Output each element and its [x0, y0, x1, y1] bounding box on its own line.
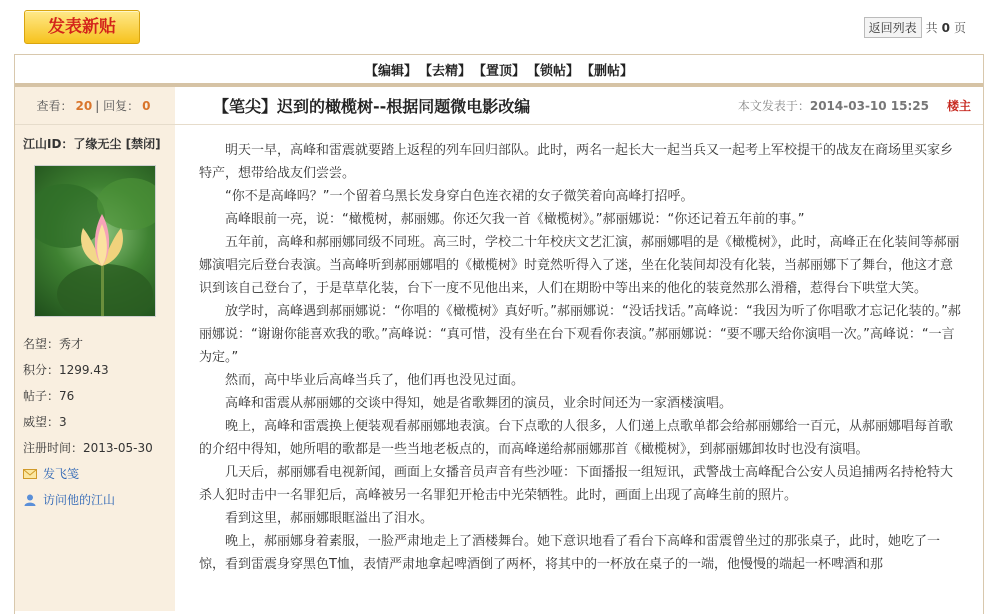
lock-action[interactable]: 【锁帖】 [527, 63, 580, 79]
user-icon [23, 494, 37, 506]
pin-action[interactable]: 【置顶】 [472, 63, 525, 79]
paragraph: 晚上，高峰和雷震换上便装观看郝丽娜地表演。台下点歌的人很多，人们递上点歌单都会给郝丽娜给一百元，从郝丽娜唱每首歌的介绍中得知，她所唱的歌都是一些当地老板点的，而高峰递给郝丽娜那首《橄榄树》，到郝丽娜卸妆时也没有演唱。 [199, 419, 954, 457]
author-rank: 名望：秀才 [23, 337, 84, 351]
post-time [738, 97, 929, 114]
new-post-button[interactable]: 发表新贴 [24, 10, 140, 44]
paragraph: 五年前，高峰和郝丽娜同级不同班。高三时，学校二十年校庆文艺汇演，郝丽娜唱的是《橄榄树》，此时，高峰正在化装间等郝丽娜演唱完后登台表演。当高峰听到郝丽娜唱的《橄榄树》时竟然听得入了迷，坐在化装间却没有化装，当郝丽娜下了舞台，他这才意识到该自己登台了，于是草草化装，台下一度不见他出来，人们在期盼中等出来的他化的装竟然那么滑稽，惹得台下哄堂大笑。 [199, 235, 960, 296]
post-meta-row [15, 87, 983, 125]
unfeature-action[interactable]: 【去精】 [418, 63, 471, 79]
paragraph: “你不是高峰吗？”一个留着乌黑长发身穿白色连衣裙的女子微笑着向高峰打招呼。 [225, 189, 694, 204]
paragraph: 明天一早，高峰和雷震就要踏上返程的列车回归部队。此时，两名一起长大一起当兵又一起考上军校提干的战友在商场里买家乡特产，想带给战友们尝尝。 [199, 143, 954, 181]
paragraph: 然而，高中毕业后高峰当兵了，他们再也没见过面。 [225, 373, 525, 388]
views-count: 20 [75, 98, 93, 113]
author-role-badge: 楼主 [946, 99, 971, 113]
paragraph: 几天后，郝丽娜看电视新闻，画面上女播音员声音有些沙哑：下面播报一组短讯，武警战士高峰配合公安人员追捕两名持枪特大杀人犯时击中一名罪犯后，高峰被另一名罪犯开枪击中光荣牺牲。此时，画面上出现了高峰生前的照片。 [199, 465, 954, 503]
lotus-image [35, 166, 156, 317]
stats-separator: | [95, 98, 100, 113]
post-content [175, 125, 983, 611]
thread-frame [14, 54, 984, 614]
avatar[interactable] [34, 165, 156, 317]
paragraph: 高峰眼前一亮，说：“橄榄树，郝丽娜。你还欠我一首《橄榄树》。”郝丽娜说：“你还记着五年前的事。” [225, 212, 805, 227]
visit-space-link[interactable] [23, 487, 167, 513]
mail-icon [23, 468, 37, 480]
moderation-actions [15, 55, 983, 87]
author-prestige: 威望：3 [23, 415, 67, 429]
paragraph: 看到这里，郝丽娜眼眶溢出了泪水。 [225, 511, 434, 526]
back-to-list-button[interactable]: 返回列表 [864, 17, 922, 38]
post-body-row [15, 125, 983, 611]
post-stats [15, 87, 175, 124]
pager [864, 17, 966, 38]
send-message-link[interactable] [23, 461, 167, 487]
page-count: 0 [941, 20, 950, 35]
author-info [23, 331, 167, 513]
author-sidebar [15, 125, 175, 611]
post-time-value: 2014-03-10 15:25 [809, 99, 929, 113]
replies-count: 0 [142, 98, 151, 113]
author-id[interactable]: 江山ID：了缘无尘 [禁闭] [23, 137, 161, 151]
paragraph: 放学时，高峰遇到郝丽娜说：“你唱的《橄榄树》真好听。”郝丽娜说：“没话找话。”高峰说：“我因为听了你唱歌才忘记化装的。”郝丽娜说：“谢谢你能喜欢我的歌。”高峰说：“真可惜，没有坐在台下观看你表演。”郝丽娜说：“要不哪天给你演唱一次。”高峰说：“一言为定。” [199, 304, 961, 365]
page-text-pre: 共 [925, 21, 938, 35]
page-text-post: 页 [953, 21, 966, 35]
views-label: 查看： [36, 99, 73, 113]
post-time-label: 本文发表于： [737, 99, 810, 113]
send-message-label: 发飞笺 [43, 467, 80, 481]
edit-action[interactable]: 【编辑】 [364, 63, 417, 79]
paragraph: 晚上，郝丽娜身着素服，一脸严肃地走上了酒楼舞台。她下意识地看了看台下高峰和雷震曾坐过的那张桌子，此时，她吃了一惊，看到雷震身穿黑色T恤，表情严肃地拿起啤酒倒了两杯，将其中的一杯放在桌子的一端，他慢慢的端起一杯啤酒和那 [199, 534, 941, 572]
author-reg-date: 注册时间：2013-05-30 [23, 441, 153, 455]
visit-space-label: 访问他的江山 [43, 493, 116, 507]
top-bar [0, 0, 1004, 54]
post-title: 【笔尖】迟到的橄榄树--根据同题微电影改编 [213, 97, 531, 116]
title-area [175, 87, 983, 124]
author-points: 积分：1299.43 [23, 363, 109, 377]
replies-label: 回复： [103, 99, 140, 113]
paragraph: 高峰和雷震从郝丽娜的交谈中得知，她是省歌舞团的演员，业余时间还为一家酒楼演唱。 [225, 396, 733, 411]
delete-action[interactable]: 【删帖】 [581, 63, 634, 79]
author-posts: 帖子：76 [23, 389, 75, 403]
